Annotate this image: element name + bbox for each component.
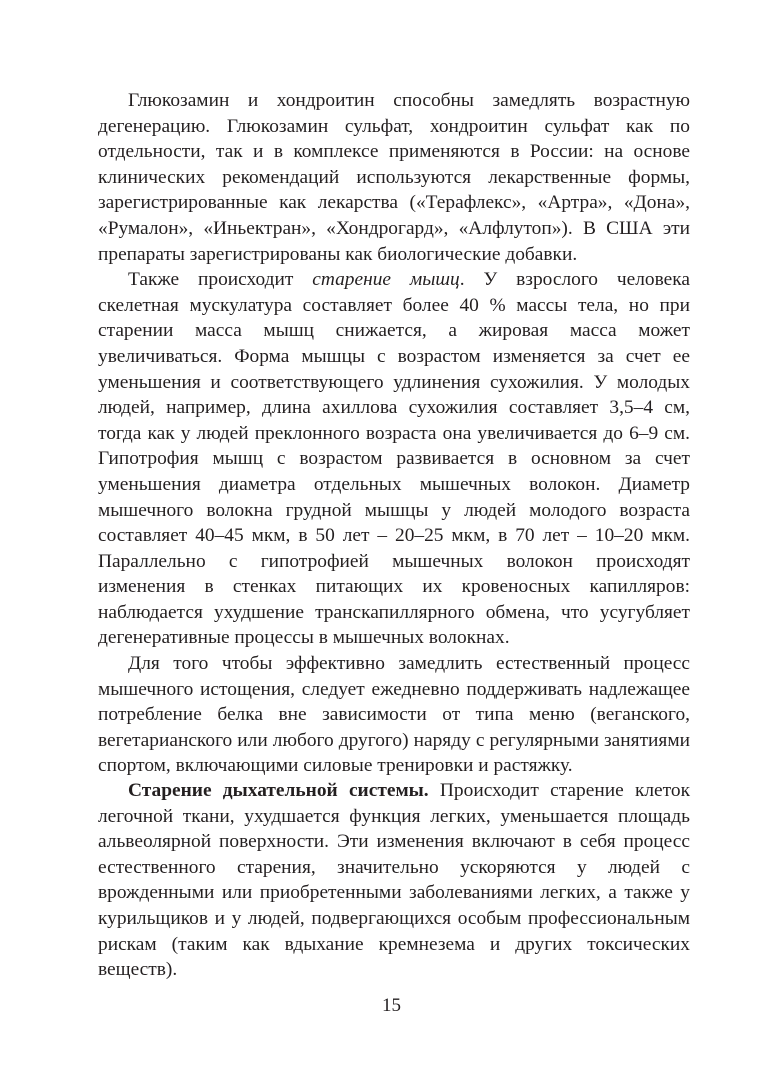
respiratory-text-block: [98, 778, 690, 983]
paragraph-muscle-aging: [98, 267, 690, 651]
paragraph-glucosamine: Глюкозамин и хондроитин способны замедлять возрастную дегенерацию. Глюкозамин сульфат, хондроитин сульфат как по отдельности, так и в комплексе применяются в России: на основе клинических рекомендаций используются лекарственные формы, зарегистрированные как лекарства («Терафлекс», «Артра», «Дона», «Румалон», «Иньектран», «Хондрогард», «Алфлутоп»). В США эти препараты зарегистрированы как биологические добавки.: [98, 90, 690, 265]
paragraph-protein-advice: Для того чтобы эффективно замедлить естественный процесс мышечного истощения, следует ежедневно поддерживать надлежащее потребление белка вне зависимости от типа меню (веганского, вегетарианского или любого другого) наряду с регулярными занятиями спортом, включающими силовые тренировки и растяжку.: [98, 653, 690, 777]
main-text-block: [98, 88, 690, 779]
muscle-aging-body: . У взрослого человека скелетная мускулатура составляет более 40 % массы тела, но при старении масса мышц снижается, а жировая масса может увеличиваться. Форма мышцы с возрастом изменяется за счет ее уменьшения и соответствующего удлинения сухожилия. У молодых людей, например, длина ахиллова сухожилия составляет 3,5–4 см, тогда как у людей преклонного возраста она увеличивается до 6–9 см. Гипотрофия мышц с возрастом развивается в основном за счет уменьшения диаметра отдельных мышечных волокон. Диаметр мышечного волокна грудной мышцы у людей молодого возраста составляет 40–45 мкм, в 50 лет – 20–25 мкм, в 70 лет – 10–20 мкм. Параллельно с гипотрофией мышечных волокон происходят изменения в стенках питающих их кровеносных капилляров: наблюдается ухудшение транскапиллярного обмена, что усугубляет дегенеративные процессы в мышечных волокнах.: [98, 269, 690, 649]
muscle-aging-lead: Также происходит: [128, 269, 313, 291]
respiratory-body: Происходит старение клеток легочной ткани, ухудшается функция легких, уменьшается площадь альвеолярной поверхности. Эти изменения включают в себя процесс естественного старения, значительно ускоряются у людей с врожденными или приобретенными заболеваниями легких, а также у курильщиков и у людей, подвергающихся особым профессиональным рискам (таким как вдыхание кремнезема и других токсических веществ).: [98, 780, 690, 981]
page-number: 15: [382, 995, 401, 1016]
muscle-aging-term: старение мышц: [312, 269, 460, 291]
respiratory-heading: Старение дыхательной системы.: [128, 780, 429, 801]
paragraph-respiratory-aging: [98, 778, 690, 983]
